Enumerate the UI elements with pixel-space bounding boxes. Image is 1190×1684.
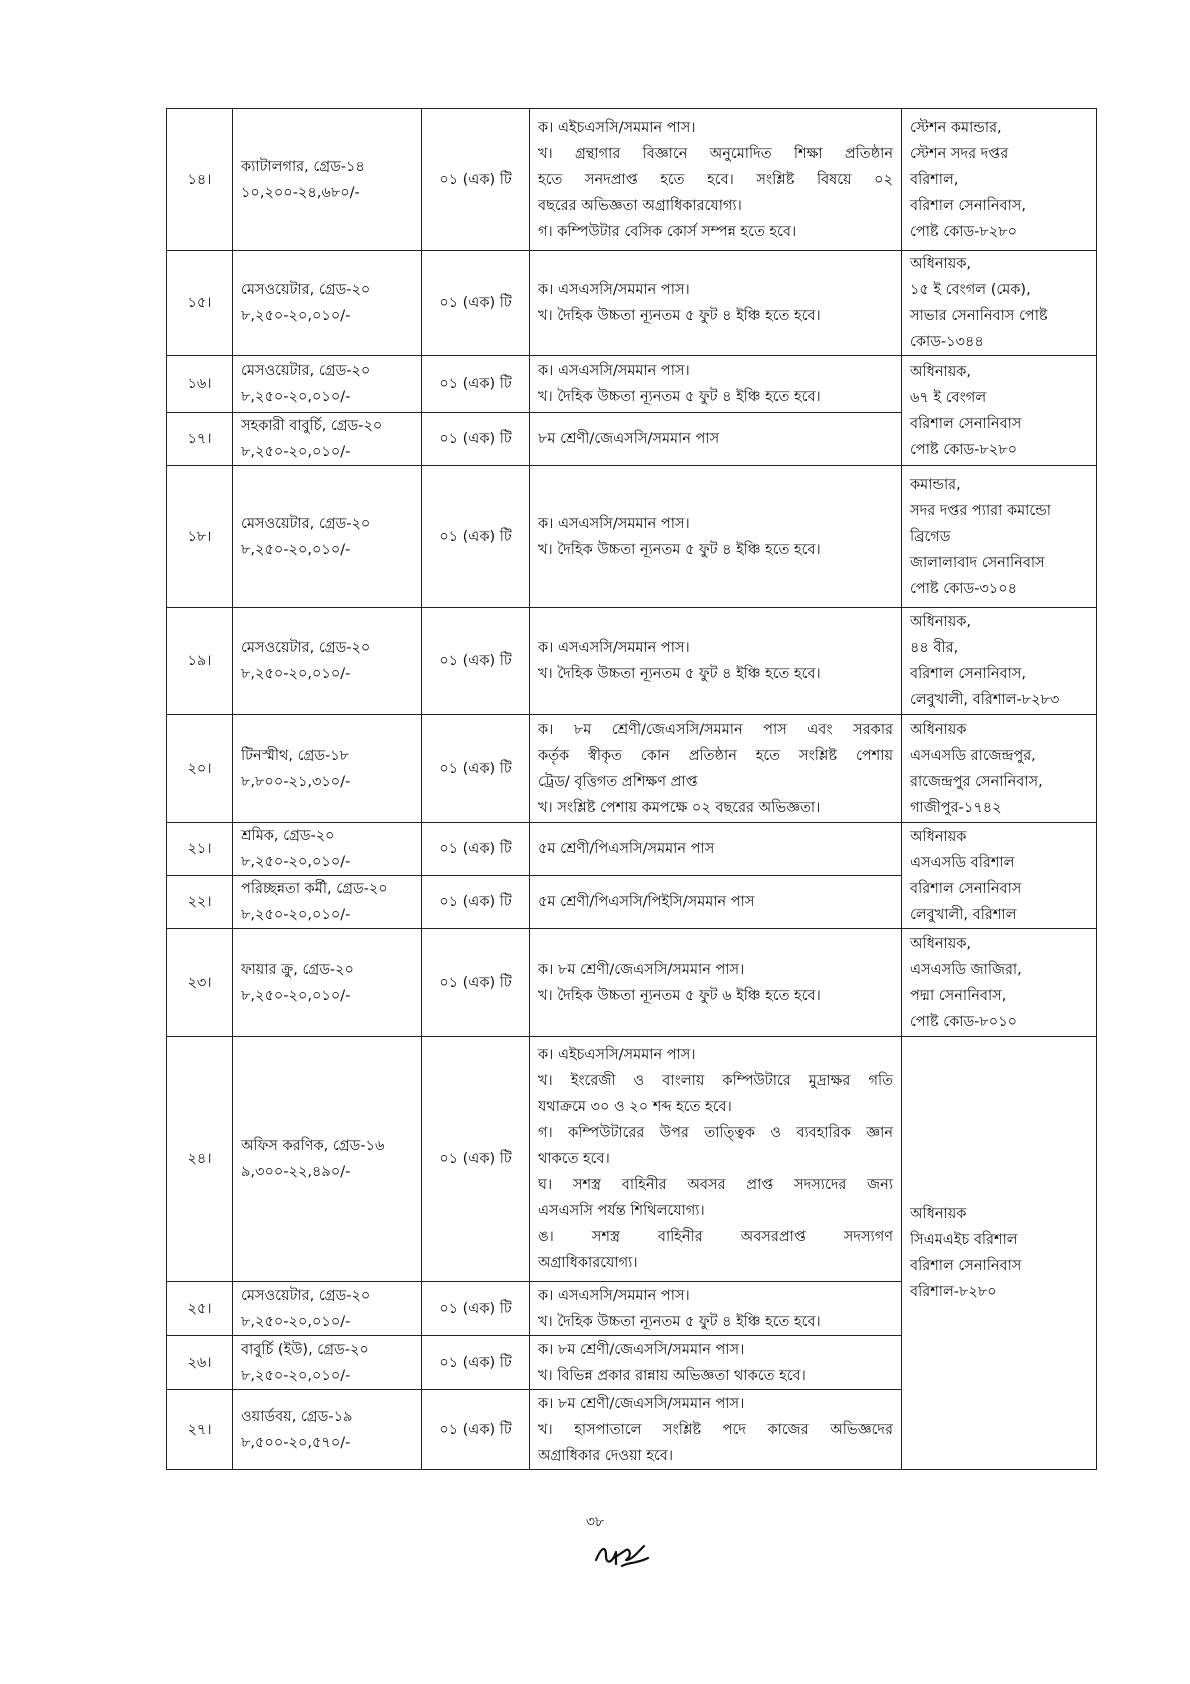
qualification-line: ক। ৮ম শ্রেণী/জেএসসি/সমমান পাস। (538, 1395, 745, 1412)
address-cell (902, 929, 1097, 1037)
quantity-cell: ০১ (এক) টি (422, 715, 530, 823)
serial-cell: ২১। (167, 823, 233, 876)
quantity-cell: ০১ (এক) টি (422, 1037, 530, 1282)
qualification-cell (530, 413, 902, 466)
qualification-cell (530, 466, 902, 608)
qualification-line: খ। হাসপাতালে সংশ্লিষ্ট পদে কাজের অভিজ্ঞদের (538, 1421, 893, 1438)
qualification-line: ট্রেড/ বৃত্তিগত প্রশিক্ষণ প্রাপ্ত (538, 773, 698, 790)
quantity-cell: ০১ (এক) টি (422, 251, 530, 356)
address-line: ১৫ ই বেংগল (মেক), (910, 282, 1031, 298)
table-row (167, 466, 1097, 608)
table-row (167, 608, 1097, 715)
address-line: অধিনায়ক, (910, 614, 971, 630)
post-cell (233, 1282, 422, 1336)
serial-cell: ১৬। (167, 356, 233, 413)
address-cell (902, 715, 1097, 823)
qualification-line: গ। কম্পিউটার বেসিক কোর্স সম্পন্ন হতে হবে। (538, 223, 797, 240)
post-name: অফিস করণিক, গ্রেড-১৬ (241, 1138, 385, 1154)
post-name: শ্রমিক, গ্রেড-২০ (241, 828, 335, 844)
table-row (167, 356, 1097, 413)
post-cell (233, 823, 422, 876)
address-cell (902, 1037, 1097, 1470)
pay-scale: ৮,২৫০-২০,০১০/- (241, 907, 351, 923)
pay-scale: ৮,৮০০-২১,৩১০/- (241, 773, 351, 790)
qualification-cell (530, 1336, 902, 1390)
qualification-cell (530, 876, 902, 929)
address-line: স্টেশন সদর দপ্তর (910, 145, 1009, 162)
post-cell (233, 251, 422, 356)
address-line: অধিনায়ক (910, 1206, 967, 1222)
address-cell (902, 356, 1097, 466)
qualification-line: খ। দৈহিক উচ্চতা ন্যূনতম ৫ ফুট ৪ ইঞ্চি হতে হবে। (538, 308, 821, 324)
qualification-line: অগ্রাধিকারযোগ্য। (538, 1255, 638, 1271)
address-line: সিএমএইচ বরিশাল (910, 1232, 1018, 1248)
pay-scale: ৮,২৫০-২০,০১০/- (241, 666, 351, 682)
post-cell (233, 929, 422, 1037)
post-name: মেসওয়েটার, গ্রেড-২০ (241, 515, 371, 532)
address-line: লেবুখালী, বরিশাল-৮২৮৩ (910, 692, 1060, 708)
address-line: পোষ্ট কোড-৮২৮০ (910, 441, 1018, 458)
address-line: অধিনায়ক, (910, 363, 971, 380)
address-cell (902, 608, 1097, 715)
qualification-line: খ। দৈহিক উচ্চতা ন্যূনতম ৫ ফুট ৪ ইঞ্চি হতে হবে। (538, 666, 821, 682)
pay-scale: ৮,২৫০-২০,০১০/- (241, 541, 351, 558)
serial-cell: ২৫। (167, 1282, 233, 1336)
post-cell (233, 466, 422, 608)
qualification-line: ক। এসএসসি/সমমান পাস। (538, 363, 690, 379)
qualification-line: অগ্রাধিকার দেওয়া হবে। (538, 1447, 674, 1464)
address-line: বরিশাল-৮২৮০ (910, 1284, 997, 1300)
post-cell (233, 109, 422, 251)
post-name: টিনস্মীথ, গ্রেড-১৮ (241, 747, 350, 764)
pay-scale: ৯,৩০০-২২,৪৯০/- (241, 1164, 351, 1180)
qualification-line: খ। দৈহিক উচ্চতা ন্যূনতম ৫ ফুট ৪ ইঞ্চি হতে হবে। (538, 1313, 821, 1330)
qualification-line: খ। বিভিন্ন প্রকার রান্নায় অভিজ্ঞতা থাকতে হবে। (538, 1367, 806, 1384)
qualification-line: বছরের অভিজ্ঞতা অগ্রাধিকারযোগ্য। (538, 197, 742, 214)
address-line: পদ্মা সেনানিবাস, (910, 987, 1007, 1004)
qualification-cell (530, 251, 902, 356)
quantity-cell: ০১ (এক) টি (422, 1282, 530, 1336)
qualification-line: কর্তৃক স্বীকৃত কোন প্রতিষ্ঠান হতে সংশ্লিষ্ট পেশায় (538, 747, 893, 764)
post-cell (233, 1390, 422, 1470)
address-line: অধিনায়ক (910, 721, 967, 738)
qualification-line: ক। এসএসসি/সমমান পাস। (538, 515, 690, 532)
serial-cell: ২৭। (167, 1390, 233, 1470)
qualification-line: গ। কম্পিউটারের উপর তাত্ত্বিক ও ব্যবহারিক জ্ঞান (538, 1125, 893, 1141)
post-cell (233, 608, 422, 715)
address-cell (902, 251, 1097, 356)
quantity-cell: ০১ (এক) টি (422, 1336, 530, 1390)
serial-cell: ২৩। (167, 929, 233, 1037)
table-row (167, 715, 1097, 823)
address-cell (902, 466, 1097, 608)
qualification-cell (530, 608, 902, 715)
pay-scale: ৮,২৫০-২০,০১০/- (241, 987, 351, 1004)
signature-icon (592, 1538, 652, 1570)
post-cell (233, 356, 422, 413)
address-line: গাজীপুর-১৭৪২ (910, 799, 1002, 816)
address-line: রাজেন্দ্রপুর সেনানিবাস, (910, 773, 1043, 790)
post-name: ক্যাটালগার, গ্রেড-১৪ (241, 158, 365, 175)
pay-scale: ৮,২৫০-২০,০১০/- (241, 444, 351, 460)
serial-cell: ২২। (167, 876, 233, 929)
serial-cell: ২৪। (167, 1037, 233, 1282)
address-line: ৬৭ ই বেংগল (910, 389, 987, 406)
table-row (167, 1037, 1097, 1282)
qualification-line: ৮ম শ্রেণী/জেএসসি/সমমান পাস (538, 431, 720, 447)
address-line: বরিশাল সেনানিবাস, (910, 197, 1026, 214)
qualification-line: ক। ৮ম শ্রেণী/জেএসসি/সমমান পাস এবং সরকার (538, 721, 893, 738)
address-line: এসএসডি জাজিরা, (910, 961, 1022, 978)
qualification-line: ক। ৮ম শ্রেণী/জেএসসি/সমমান পাস। (538, 961, 745, 978)
qualification-cell (530, 1037, 902, 1282)
qualification-line: ক। এসএসসি/সমমান পাস। (538, 640, 690, 656)
address-line: ব্রিগেড (910, 528, 951, 545)
address-line: এসএসডি বরিশাল (910, 854, 1015, 871)
qualification-line: থাকতে হবে। (538, 1151, 610, 1167)
pay-scale: ৮,২৫০-২০,০১০/- (241, 389, 351, 405)
address-line: পোষ্ট কোড-৮২৮০ (910, 223, 1018, 240)
qualification-line: ৫ম শ্রেণী/পিএসসি/পিইসি/সমমান পাস (538, 894, 755, 910)
post-name: মেসওয়েটার, গ্রেড-২০ (241, 282, 371, 298)
qualification-cell (530, 1390, 902, 1470)
qualification-line: খ। গ্রন্থাগার বিজ্ঞানে অনুমোদিত শিক্ষা প্রতিষ্ঠান (538, 145, 893, 162)
qualification-cell (530, 929, 902, 1037)
address-line: এসএসডি রাজেন্দ্রপুর, (910, 747, 1036, 764)
pay-scale: ৮,৫০০-২০,৫৭০/- (241, 1434, 351, 1451)
post-name: পরিচ্ছন্নতা কর্মী, গ্রেড-২০ (241, 881, 388, 897)
post-name: ওয়ার্ডবয়, গ্রেড-১৯ (241, 1408, 353, 1425)
post-cell (233, 876, 422, 929)
address-line: অধিনায়ক (910, 828, 967, 845)
quantity-cell: ০১ (এক) টি (422, 1390, 530, 1470)
qualification-line: খ। দৈহিক উচ্চতা ন্যূনতম ৫ ফুট ৬ ইঞ্চি হতে হবে। (538, 987, 821, 1004)
qualification-line: ক। এসএসসি/সমমান পাস। (538, 1287, 690, 1304)
address-line: বরিশাল সেনানিবাস (910, 415, 1022, 432)
qualification-cell (530, 715, 902, 823)
table-row (167, 109, 1097, 251)
qualification-line: হতে সনদপ্রাপ্ত হতে হবে। সংশ্লিষ্ট বিষয়ে ০২ (538, 171, 893, 188)
qualification-line: ক। এসএসসি/সমমান পাস। (538, 282, 690, 298)
quantity-cell: ০১ (এক) টি (422, 876, 530, 929)
quantity-cell: ০১ (এক) টি (422, 823, 530, 876)
quantity-cell: ০১ (এক) টি (422, 466, 530, 608)
address-cell (902, 823, 1097, 929)
qualification-cell (530, 823, 902, 876)
qualification-cell (530, 1282, 902, 1336)
pay-scale: ৮,২৫০-২০,০১০/- (241, 308, 351, 324)
quantity-cell: ০১ (এক) টি (422, 109, 530, 251)
quantity-cell: ০১ (এক) টি (422, 356, 530, 413)
qualification-line: ক। এইচএসসি/সমমান পাস। (538, 1047, 696, 1063)
quantity-cell: ০১ (এক) টি (422, 608, 530, 715)
table-row (167, 929, 1097, 1037)
table-row (167, 251, 1097, 356)
address-cell (902, 109, 1097, 251)
qualification-cell (530, 356, 902, 413)
post-name: ফায়ার ক্রু, গ্রেড-২০ (241, 961, 354, 978)
post-cell (233, 715, 422, 823)
serial-cell: ১৭। (167, 413, 233, 466)
address-line: সদর দপ্তর প্যারা কমান্ডো (910, 502, 1051, 519)
qualification-line: ক। এইচএসসি/সমমান পাস। (538, 119, 696, 136)
address-line: বরিশাল সেনানিবাস (910, 880, 1022, 897)
address-line: পোষ্ট কোড-৮০১০ (910, 1013, 1018, 1030)
qualification-line: খ। দৈহিক উচ্চতা ন্যূনতম ৫ ফুট ৪ ইঞ্চি হতে হবে। (538, 541, 821, 558)
address-line: বরিশাল সেনানিবাস (910, 1258, 1022, 1274)
qualification-line: এসএসসি পর্যন্ত শিথিলযোগ্য। (538, 1203, 705, 1219)
address-line: অধিনায়ক, (910, 256, 971, 272)
post-name: মেসওয়েটার, গ্রেড-২০ (241, 1287, 371, 1304)
qualification-cell (530, 109, 902, 251)
page-number: ৩৮ (585, 1514, 605, 1530)
pay-scale: ৮,২৫০-২০,০১০/- (241, 1367, 351, 1384)
serial-cell: ১৮। (167, 466, 233, 608)
address-line: কোড-১৩৪৪ (910, 334, 984, 350)
qualification-line: ঙ। সশস্ত্র বাহিনীর অবসরপ্রাপ্ত সদস্যগণ (538, 1229, 893, 1245)
quantity-cell: ০১ (এক) টি (422, 413, 530, 466)
qualification-line: ৫ম শ্রেণী/পিএসসি/সমমান পাস (538, 841, 715, 857)
address-line: বরিশাল সেনানিবাস, (910, 666, 1026, 682)
qualification-line: ক। ৮ম শ্রেণী/জেএসসি/সমমান পাস। (538, 1341, 745, 1358)
address-line: স্টেশন কমান্ডার, (910, 119, 1002, 136)
serial-cell: ১৯। (167, 608, 233, 715)
post-name: বাবুর্চি (ইউ), গ্রেড-২০ (241, 1341, 369, 1358)
address-line: ৪৪ বীর, (910, 640, 959, 656)
serial-cell: ১৪। (167, 109, 233, 251)
post-name: মেসওয়েটার, গ্রেড-২০ (241, 363, 371, 379)
post-cell (233, 1037, 422, 1282)
pay-scale: ১০,২০০-২৪,৬৮০/- (241, 184, 360, 201)
post-name: মেসওয়েটার, গ্রেড-২০ (241, 640, 371, 656)
qualification-line: খ। দৈহিক উচ্চতা ন্যূনতম ৫ ফুট ৪ ইঞ্চি হতে হবে। (538, 389, 821, 405)
address-line: বরিশাল, (910, 171, 959, 188)
address-line: জালালাবাদ সেনানিবাস (910, 554, 1045, 571)
qualification-line: ঘ। সশস্ত্র বাহিনীর অবসর প্রাপ্ত সদস্যদের জন্য (538, 1177, 893, 1193)
address-line: অধিনায়ক, (910, 935, 971, 952)
job-table (166, 108, 1097, 1470)
address-line: কমান্ডার, (910, 476, 961, 493)
post-name: সহকারী বাবুর্চি, গ্রেড-২০ (241, 418, 383, 434)
qualification-line: যথাক্রমে ৩০ ও ২০ শব্দ হতে হবে। (538, 1099, 732, 1115)
post-cell (233, 1336, 422, 1390)
qualification-line: খ। সংশ্লিষ্ট পেশায় কমপক্ষে ০২ বছরের অভিজ্ঞতা। (538, 799, 821, 816)
address-line: পোষ্ট কোড-৩১০৪ (910, 580, 1018, 597)
serial-cell: ২০। (167, 715, 233, 823)
address-line: সাভার সেনানিবাস পোষ্ট (910, 308, 1048, 324)
quantity-cell: ০১ (এক) টি (422, 929, 530, 1037)
table-row (167, 823, 1097, 876)
post-cell (233, 413, 422, 466)
qualification-line: খ। ইংরেজী ও বাংলায় কম্পিউটারে মুদ্রাক্ষর গতি (538, 1073, 893, 1089)
address-line: লেবুখালী, বরিশাল (910, 906, 1017, 923)
pay-scale: ৮,২৫০-২০,০১০/- (241, 854, 351, 870)
serial-cell: ২৬। (167, 1336, 233, 1390)
pay-scale: ৮,২৫০-২০,০১০/- (241, 1313, 351, 1330)
serial-cell: ১৫। (167, 251, 233, 356)
